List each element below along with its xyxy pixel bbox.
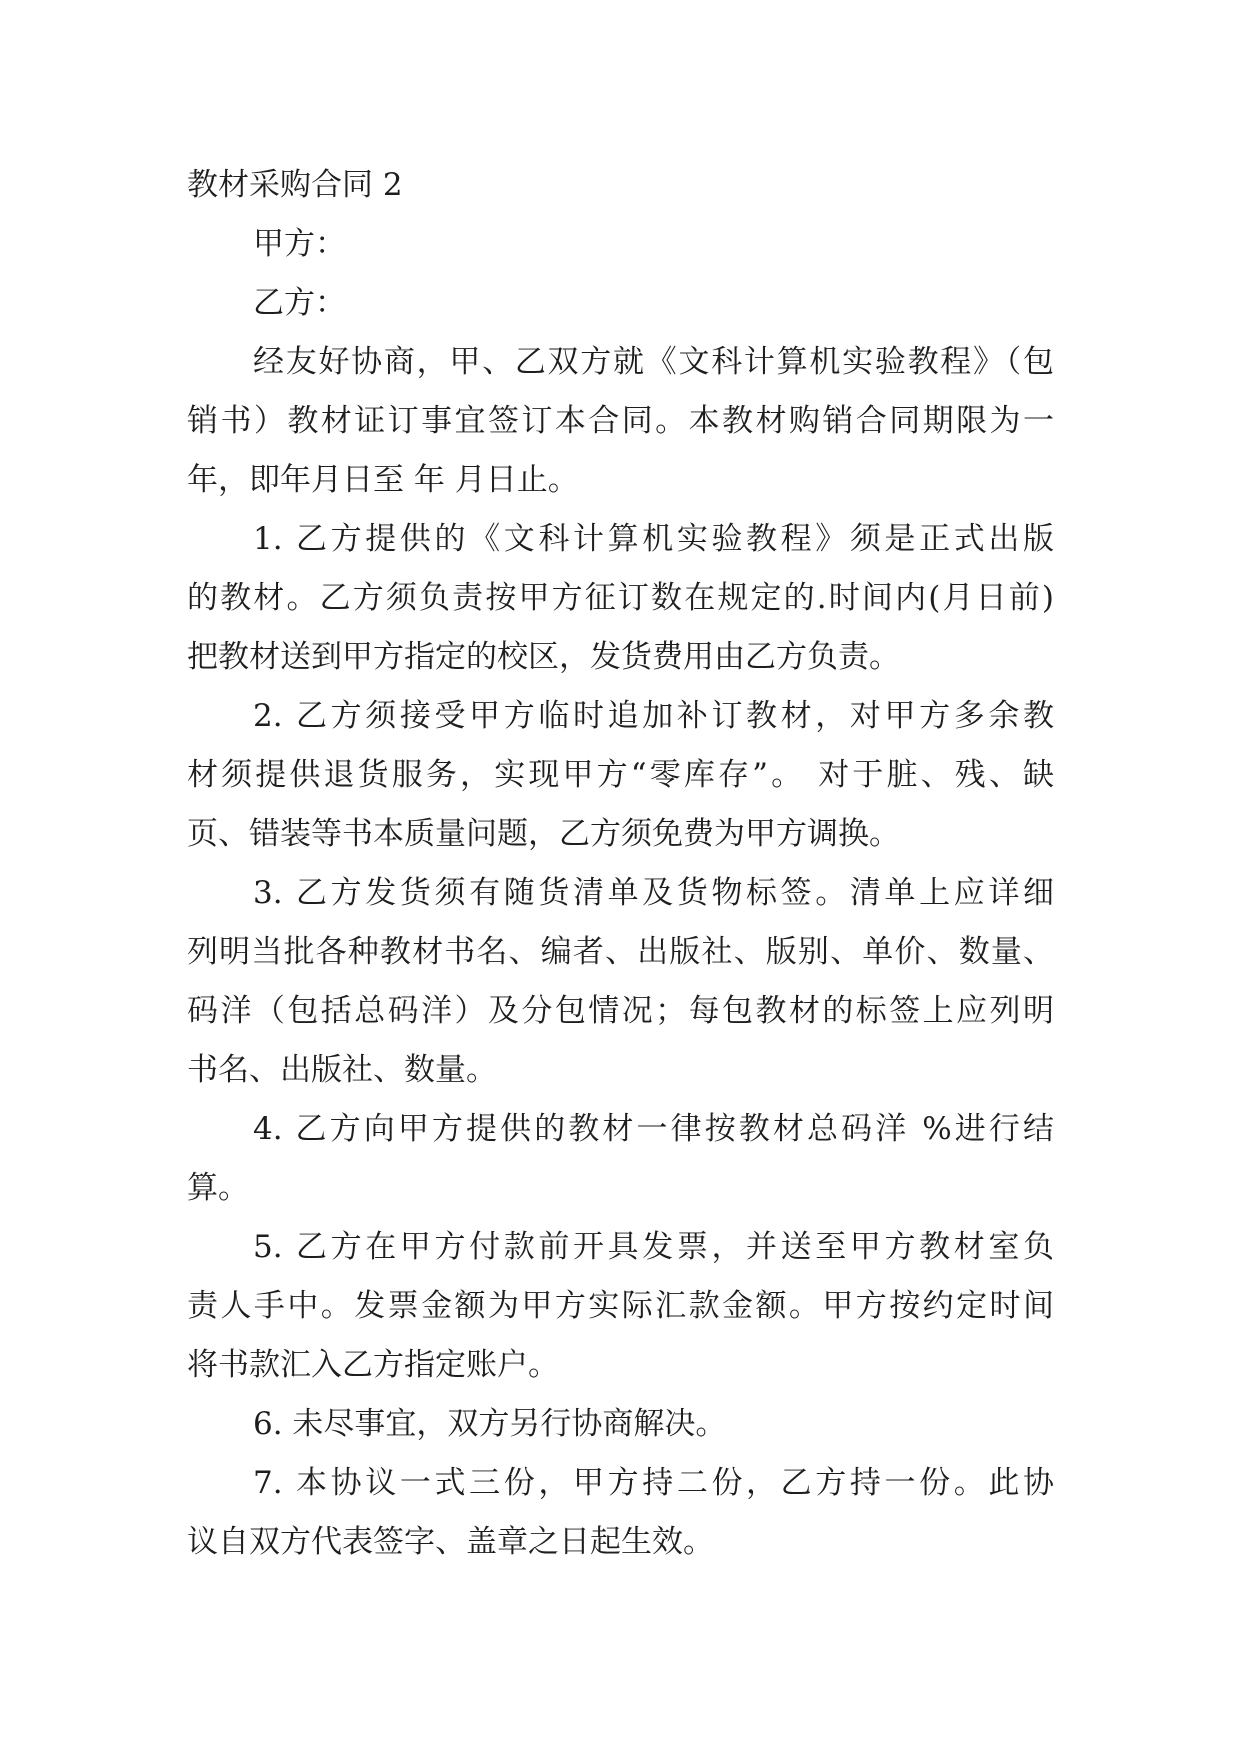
paragraph-line: 甲方： <box>253 226 346 262</box>
paragraph-line: 销书）教材证订事宜签订本合同。本教材购销合同期限为一 <box>187 403 1054 439</box>
clause-1 <box>187 510 1054 687</box>
paragraph-line: 经友好协商，甲、乙双方就《文科计算机实验教程》（包 <box>253 344 1054 380</box>
paragraph-line: 码洋（包括总码洋）及分包情况；每包教材的标签上应列明 <box>187 993 1054 1029</box>
paragraph-line: 1. 乙方提供的《文科计算机实验教程》须是正式出版 <box>253 521 1054 557</box>
paragraph-line: 3. 乙方发货须有随货清单及货物标签。清单上应详细 <box>253 875 1054 911</box>
clause-4 <box>187 1100 1054 1218</box>
paragraph-line: 6. 未尽事宜，双方另行协商解决。 <box>253 1406 727 1442</box>
preamble-paragraph <box>187 333 1054 510</box>
clause-2 <box>187 687 1054 864</box>
paragraph-line: 2. 乙方须接受甲方临时追加补订教材，对甲方多余教 <box>253 698 1054 734</box>
paragraph-line: 书名、出版社、数量。 <box>187 1052 497 1088</box>
paragraph-line: 将书款汇入乙方指定账户。 <box>187 1347 559 1383</box>
clause-7 <box>187 1454 1054 1572</box>
paragraph-line: 算。 <box>187 1170 249 1206</box>
paragraph-line: 把教材送到甲方指定的校区，发货费用由乙方负责。 <box>187 639 900 675</box>
paragraph-line: 材须提供退货服务，实现甲方“零库存”。 对于脏、残、缺 <box>187 757 1054 793</box>
paragraph-line: 4. 乙方向甲方提供的教材一律按教材总码洋 %进行结 <box>253 1111 1054 1147</box>
paragraph-line: 的教材。乙方须负责按甲方征订数在规定的.时间内(月日前) <box>187 580 1054 616</box>
clause-3 <box>187 864 1054 1100</box>
paragraph-line: 乙方： <box>253 285 346 321</box>
paragraph-line: 议自双方代表签字、盖章之日起生效。 <box>187 1524 714 1560</box>
party-a-paragraph <box>187 215 1054 274</box>
clause-6 <box>187 1395 1054 1454</box>
party-b-paragraph <box>187 274 1054 333</box>
document-title: 教材采购合同 2 <box>187 167 403 203</box>
paragraph-line: 责人手中。发票金额为甲方实际汇款金额。甲方按约定时间 <box>187 1288 1054 1324</box>
clause-5 <box>187 1218 1054 1395</box>
document-body <box>187 156 1054 1572</box>
paragraph-line: 列明当批各种教材书名、编者、出版社、版别、单价、数量、 <box>187 934 1054 970</box>
paragraph-line: 页、错装等书本质量问题，乙方须免费为甲方调换。 <box>187 816 900 852</box>
paragraph-line: 年，即年月日至 年 月日止。 <box>187 462 579 498</box>
paragraph-line: 7. 本协议一式三份，甲方持二份，乙方持一份。此协 <box>253 1465 1054 1501</box>
paragraph-line: 5. 乙方在甲方付款前开具发票，并送至甲方教材室负 <box>253 1229 1054 1265</box>
